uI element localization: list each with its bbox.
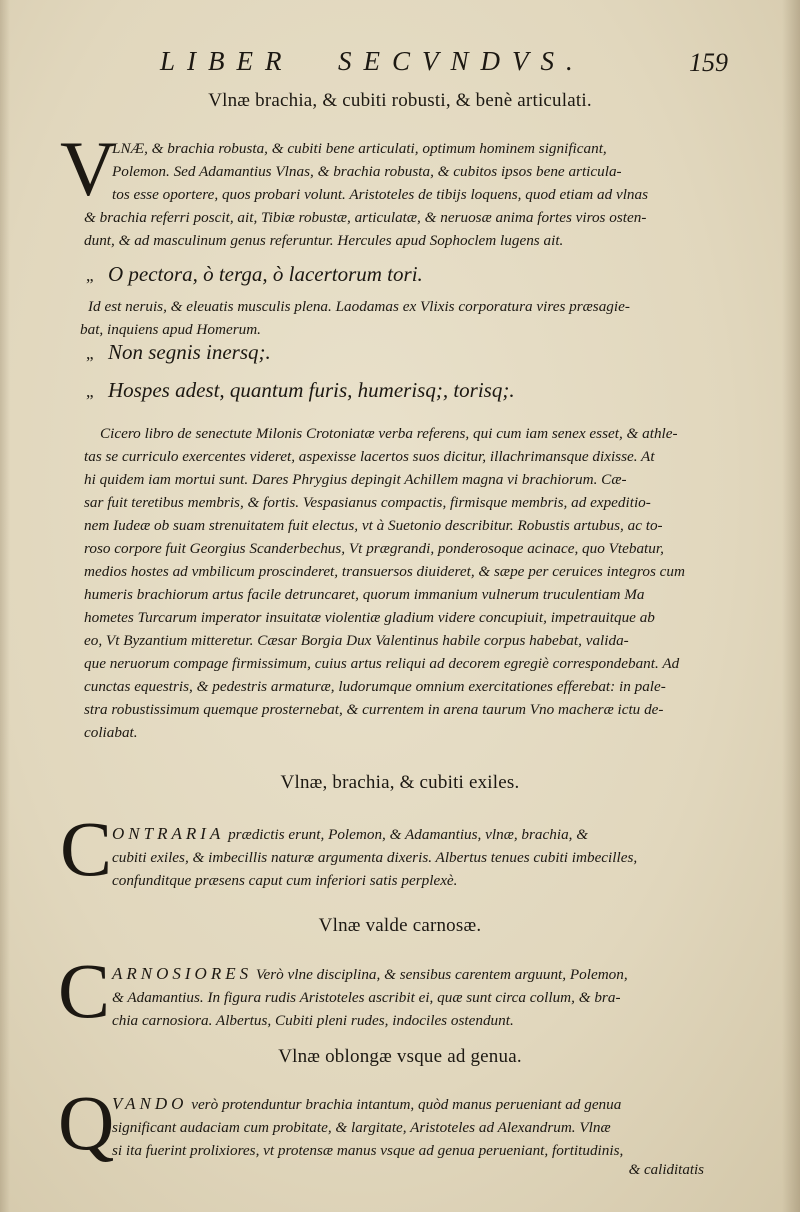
section-title-2: Vlnæ, brachia, & cubiti exiles. <box>280 772 520 793</box>
drop-cap-c: C <box>60 805 113 892</box>
verse-quote-3 <box>86 378 726 403</box>
text-line: tos esse oportere, quos probari volunt. Aristoteles de tibijs loquens, quod etiam ad vlnas <box>112 186 649 203</box>
text-line: nem Iudeæ ob suam strenuitatem fuit electus, vt à Suetonio describitur. Robustis artubus, ac to- <box>84 517 663 534</box>
text-segment: verò protenduntur brachia intantum, quòd manus perueniant ad genua <box>191 1096 622 1113</box>
verse-quote-1 <box>86 262 726 287</box>
running-head-secundus: SECVNDVS. <box>338 46 585 76</box>
drop-cap-q: Q <box>58 1079 115 1166</box>
verse-text: O pectora, ò terga, ò lacertorum tori. <box>108 262 423 286</box>
running-head <box>150 42 740 82</box>
section4-paragraph <box>112 1092 722 1162</box>
cicero-paragraph <box>84 422 722 744</box>
opening-word: VANDO <box>112 1094 188 1113</box>
catchword: & caliditatis <box>628 1162 704 1178</box>
text-segment: prædictis erunt, Polemon, & Adamantius, vlnæ, brachia, & <box>228 826 589 843</box>
text-line: hi quidem iam mortui sunt. Dares Phrygius depingit Achillem magna vi brachiorum. Cæ- <box>84 471 627 488</box>
section2-paragraph <box>112 822 722 892</box>
text-line: confunditque præsens caput cum inferiori satis perplexè. <box>112 872 458 889</box>
text-line: humeris brachiorum artus facile detruncaret, quorum immanium vulnerum truculentiam Ma <box>84 586 645 603</box>
text-line: coliabat. <box>84 724 138 741</box>
section-title-1: Vlnæ brachia, & cubiti robusti, & benè articulati. <box>208 90 592 111</box>
section1-paragraph <box>84 137 722 252</box>
text-line <box>112 962 722 986</box>
text-line: tas se curriculo exercentes videret, aspexisse lacertos suos dicitur, illachrimansque dixisse. At <box>84 448 655 465</box>
quote-mark: „ <box>86 344 94 363</box>
text-line: eo, Vt Byzantium mitteretur. Cæsar Borgia Dux Valentinus habile corpus habebat, valida- <box>84 632 629 649</box>
text-line: LNÆ, & brachia robusta, & cubiti bene articulati, optimum hominem significant, <box>112 140 607 157</box>
text-line: Id est neruis, & eleuatis musculis plena. Laodamas ex Vlixis corporatura vires præsagie- <box>88 298 630 315</box>
drop-cap-c: C <box>58 947 111 1034</box>
text-line: si ita fuerint prolixiores, vt protensæ manus vsque ad genua perueniant, fortitudinis, <box>112 1142 624 1159</box>
text-line: & brachia referri poscit, ait, Tibiæ robustæ, articulatæ, & neruosæ anima fortes viros osten- <box>84 209 647 226</box>
text-line: & Adamantius. In figura rudis Aristoteles ascribit ei, quæ sunt circa collum, & bra- <box>112 989 621 1006</box>
text-line: sar fuit teretibus membris, & fortis. Vespasianus compactis, firmisque membris, ad expeditio- <box>84 494 651 511</box>
text-line: Polemon. Sed Adamantius Vlnas, & brachia robusta, & cubitos ipsos bene articula- <box>112 163 622 180</box>
page-edge-shadow <box>782 0 800 1212</box>
text-line: chia carnosiora. Albertus, Cubiti pleni rudes, indociles ostendunt. <box>112 1012 514 1029</box>
text-line: cunctas equestris, & pedestris armaturæ, ludorumque omnium exercitationes efferebat: in pale- <box>84 678 666 695</box>
running-head-liber: LIBER <box>160 46 294 76</box>
quote-mark: „ <box>86 266 94 285</box>
page-number: 159 <box>689 48 728 77</box>
text-segment: Verò vlne disciplina, & sensibus carentem arguunt, Polemon, <box>255 966 628 983</box>
section-title-3: Vlnæ valde carnosæ. <box>318 915 482 936</box>
text-line: hometes Turcarum imperator insuitatæ violentiæ gladium videre concupiuit, impetrauitque ab <box>84 609 655 626</box>
verse-quote-2 <box>86 340 726 365</box>
quote-mark: „ <box>86 382 94 401</box>
text-line: stra robustissimum quemque prosternebat, & currentem in arena taurum Vno macheræ ictu de- <box>84 701 664 718</box>
text-line: roso corpore fuit Georgius Scanderbechus, Vt prægrandi, ponderosoque acinace, quo Vtebatur, <box>84 540 664 557</box>
text-line: que neruorum compage firmissimum, cuius artus reliqui ad decorem egregiè correspondebant. Ad <box>84 655 680 672</box>
text-line: significant audaciam cum probitate, & largitate, Aristoteles ad Alexandrum. Vlnæ <box>112 1119 611 1136</box>
text-line: dunt, & ad masculinum genus referuntur. Hercules apud Sophoclem lugens ait. <box>84 232 564 249</box>
drop-cap-v: V <box>60 125 117 212</box>
opening-word: ARNOSIORES <box>112 964 253 983</box>
opening-word: ONTRARIA <box>112 824 225 843</box>
text-line <box>112 1092 722 1116</box>
text-line: cubiti exiles, & imbecillis naturæ argumenta dixeris. Albertus tenues cubiti imbecilles, <box>112 849 638 866</box>
section1-mid-paragraph <box>80 295 722 341</box>
text-line: medios hostes ad vmbilicum proscinderet, transuersos diuideret, & sæpe per ceruices integros cum <box>84 563 685 580</box>
verse-text: Non segnis inersq;. <box>108 340 271 364</box>
text-line: Cicero libro de senectute Milonis Crotoniatæ verba referens, qui cum iam senex esset, & athle- <box>100 425 678 442</box>
section3-paragraph <box>112 962 722 1032</box>
text-line <box>112 822 722 846</box>
verse-text: Hospes adest, quantum furis, humerisq;, torisq;. <box>108 378 515 402</box>
section-title-4: Vlnæ oblongæ vsque ad genua. <box>278 1046 522 1067</box>
text-line: bat, inquiens apud Homerum. <box>80 321 261 338</box>
page-gutter-shadow <box>0 0 10 1212</box>
